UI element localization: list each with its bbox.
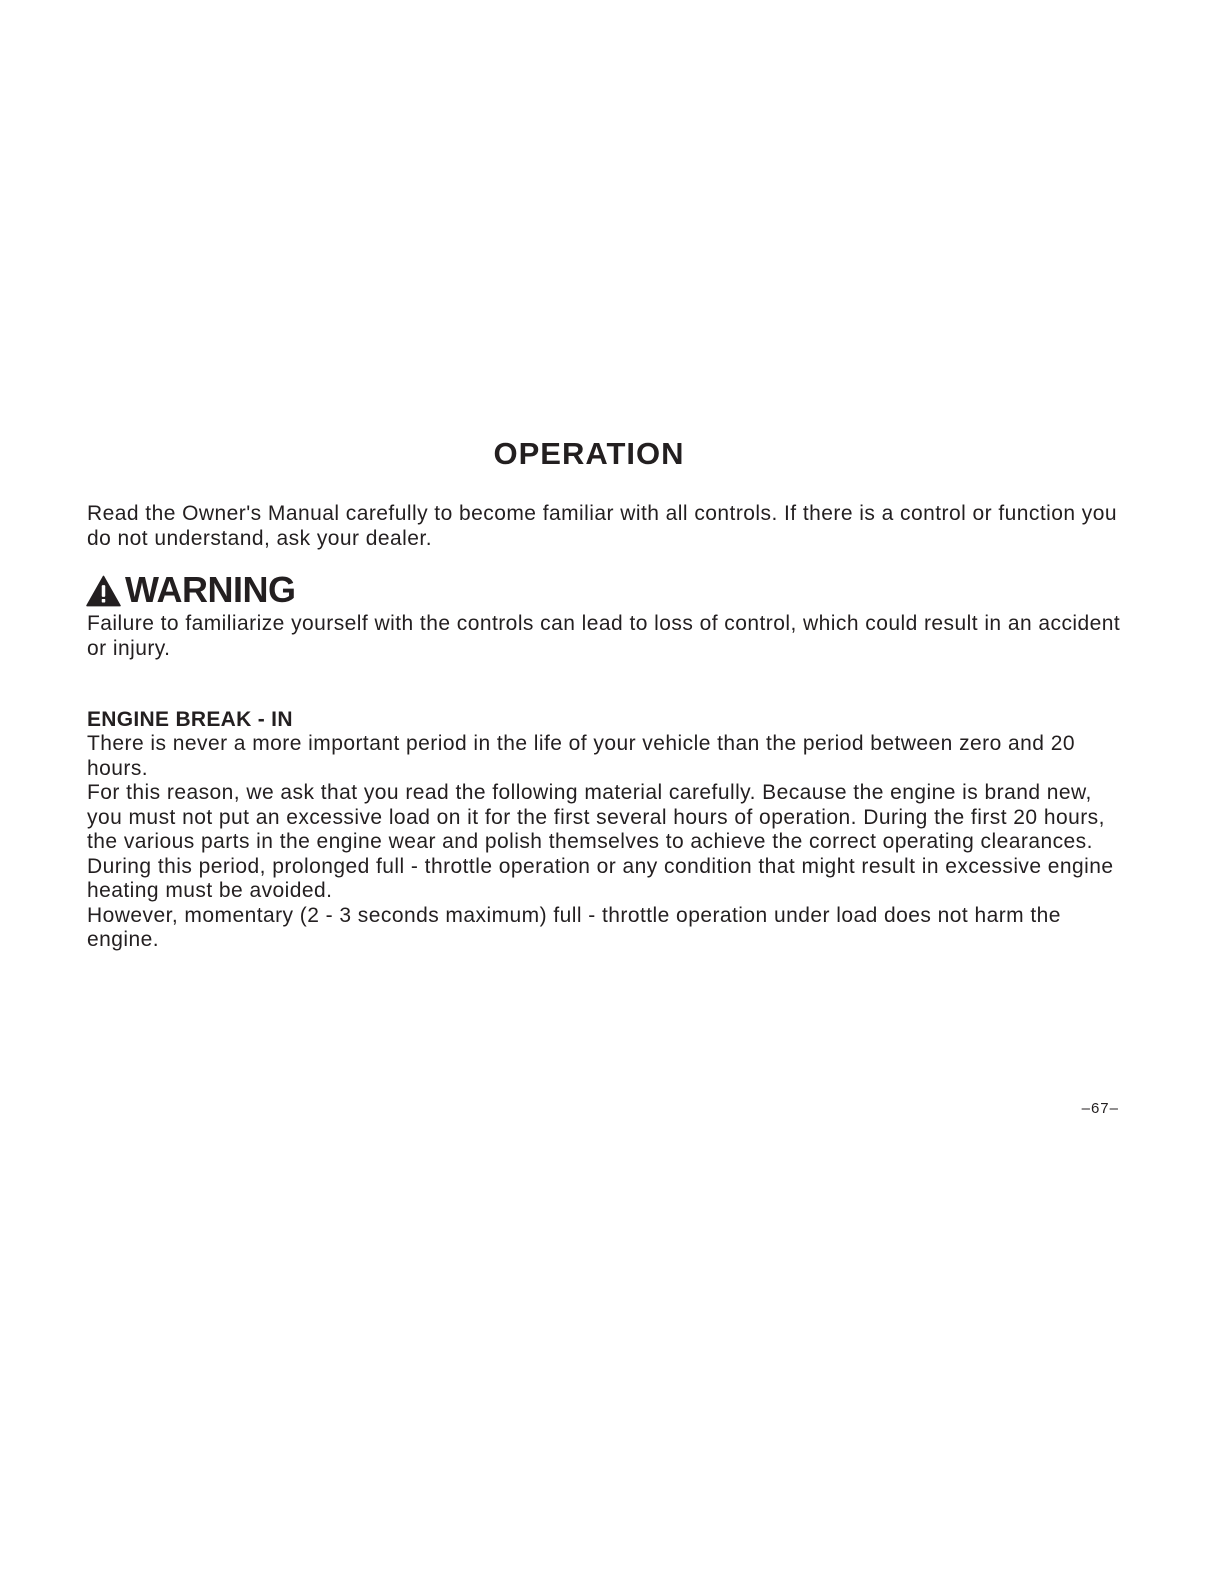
intro-paragraph: Read the Owner's Manual carefully to become familiar with all controls. If there is a control or function you do not understand, ask your dealer. (87, 502, 1118, 550)
section-paragraph: During this period, prolonged full - throttle operation or any condition that might result in excessive engine heating must be avoided. (87, 854, 1114, 902)
page-title: OPERATION (493, 436, 685, 471)
section-paragraph: However, momentary (2 - 3 seconds maximum) full - throttle operation under load does not harm the engine. (87, 903, 1061, 951)
section-paragraph: For this reason, we ask that you read the following material carefully. Because the engine is brand new, you must not put an excessive load on it for the first several hours of operation. During the first 20 hours, the various parts in the engine wear and polish themselves to achieve the correct operating clearances. (87, 781, 1105, 853)
page-number: –67– (1081, 1100, 1119, 1117)
warning-text: Failure to familiarize yourself with the controls can lead to loss of control, which could result in an accident or injury. (87, 612, 1121, 660)
section-paragraph: There is never a more important period in the life of your vehicle than the period between zero and 20 hours. (87, 732, 1075, 780)
warning-triangle-icon (86, 575, 121, 607)
section-body (87, 732, 1132, 953)
warning-heading (86, 570, 296, 610)
warning-label: WARNING (125, 569, 296, 610)
section-heading: ENGINE BREAK - IN (87, 708, 293, 731)
